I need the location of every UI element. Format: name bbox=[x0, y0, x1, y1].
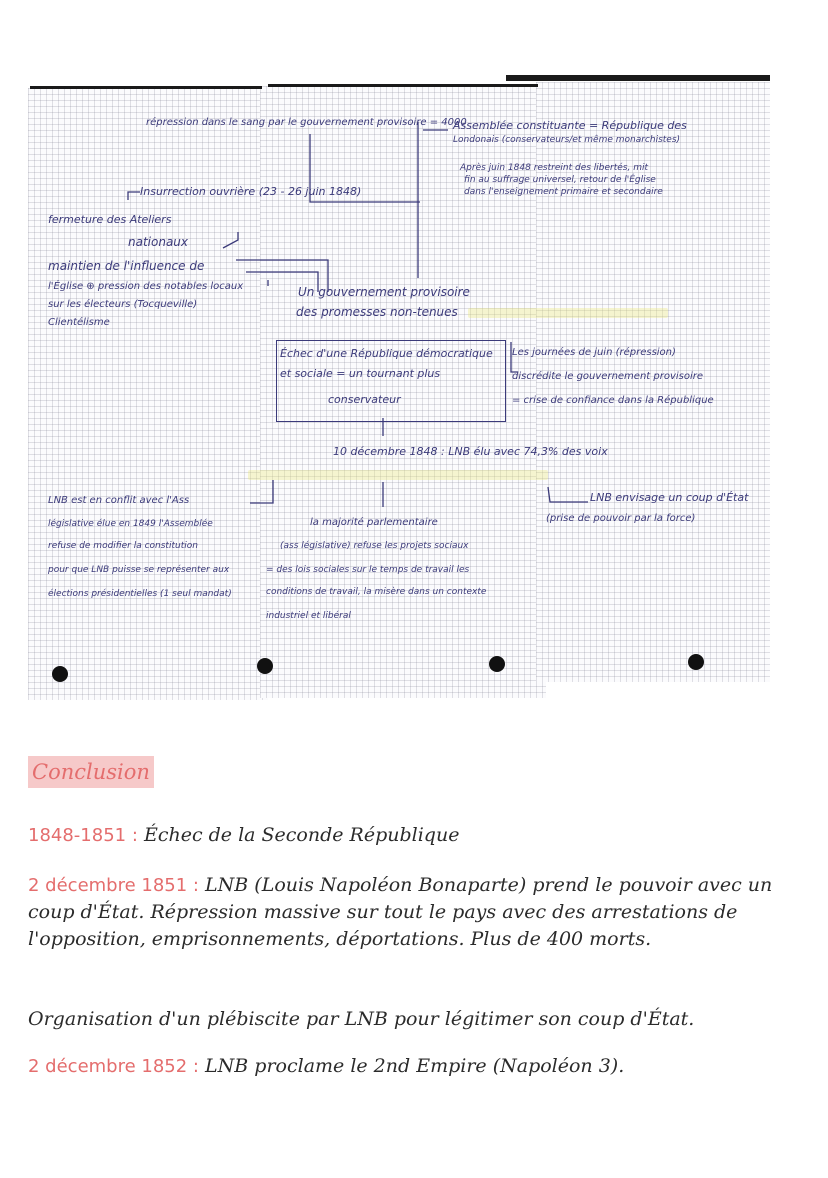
date-label: 1848-1851 : bbox=[28, 825, 138, 846]
note-apres-3: dans l'enseignement primaire et secondaire bbox=[464, 187, 663, 197]
binder-hole bbox=[257, 658, 273, 674]
note-maintien: maintien de l'influence de bbox=[48, 259, 205, 273]
note-conflit-3: refuse de modifier la constitution bbox=[48, 541, 198, 551]
conclusion-title: Conclusion bbox=[28, 756, 154, 788]
note-eglise-1: l'Église ⊕ pression des notables locaux bbox=[48, 281, 244, 292]
faded-highlight bbox=[468, 308, 668, 318]
note-eglise-2: sur les électeurs (Tocqueville) bbox=[48, 299, 198, 310]
paragraph-text: Échec de la Seconde République bbox=[143, 824, 460, 846]
conclusion-paragraph-4 bbox=[28, 1053, 798, 1080]
binder-hole bbox=[688, 654, 704, 670]
note-journees-2: discrédite le gouvernement provisoire bbox=[512, 371, 704, 382]
note-eglise-3: Clientélisme bbox=[48, 317, 110, 328]
note-echec-2: et sociale = un tournant plus bbox=[280, 367, 441, 380]
note-journees-3: = crise de confiance dans la République bbox=[512, 395, 714, 406]
note-apres-1: Après juin 1848 restreint des libertés, mit bbox=[460, 163, 649, 173]
note-conflit-2: législative élue en 1849 l'Assemblée bbox=[48, 519, 213, 529]
date-label: 2 décembre 1852 : bbox=[28, 1056, 199, 1077]
note-majorite-2: (ass législative) refuse les projets sociaux bbox=[280, 541, 469, 551]
note-majorite-3: = des lois sociales sur le temps de travail les bbox=[266, 565, 470, 575]
note-conflit-4: pour que LNB puisse se représenter aux bbox=[48, 565, 230, 575]
note-coup-1: LNB envisage un coup d'État bbox=[590, 491, 749, 504]
conclusion-paragraph-1 bbox=[28, 822, 798, 849]
note-majorite-4: conditions de travail, la misère dans un contexte bbox=[266, 587, 487, 597]
conclusion-paragraph-3 bbox=[28, 1006, 798, 1033]
note-conflit-5: élections présidentielles (1 seul mandat) bbox=[48, 589, 232, 599]
note-apres-2: fin au suffrage universel, retour de l'Église bbox=[464, 175, 656, 185]
date-label: 2 décembre 1851 : bbox=[28, 875, 199, 896]
sheet-edge bbox=[506, 75, 770, 81]
binder-hole bbox=[489, 656, 505, 672]
note-echec-3: conservateur bbox=[328, 393, 401, 406]
notebook-photo bbox=[28, 82, 770, 700]
note-gouv-1: Un gouvernement provisoire bbox=[298, 285, 470, 299]
conclusion-paragraph-2 bbox=[28, 872, 798, 953]
note-insurrection: Insurrection ouvrière (23 - 26 juin 1848) bbox=[140, 185, 362, 198]
note-conflit-1: LNB est en conflit avec l'Ass bbox=[48, 495, 190, 506]
note-decembre: 10 décembre 1848 : LNB élu avec 74,3% des voix bbox=[333, 445, 608, 458]
note-majorite-1: la majorité parlementaire bbox=[310, 517, 438, 528]
note-repression: répression dans le sang par le gouvernement provisoire = 4000 bbox=[146, 117, 467, 128]
binder-hole bbox=[52, 666, 68, 682]
note-coup-2: (prise de pouvoir par la force) bbox=[546, 513, 696, 524]
note-gouv-2: des promesses non-tenues bbox=[296, 305, 458, 319]
faded-highlight bbox=[248, 470, 548, 480]
note-majorite-5: industriel et libéral bbox=[266, 611, 351, 621]
note-assemblee-2: Londonais (conservateurs/et même monarchistes) bbox=[453, 135, 681, 145]
paragraph-text: LNB (Louis Napoléon Bonaparte) prend le pouvoir avec un coup d'État. Répression massive sur tout le pays avec des arrestations de l'opposition, emprisonnements, déportations. Plus de 400 morts. bbox=[28, 874, 773, 950]
paragraph-text: Organisation d'un plébiscite par LNB pour légitimer son coup d'État. bbox=[28, 1008, 695, 1030]
note-fermeture-2: nationaux bbox=[128, 235, 189, 249]
note-echec-1: Échec d'une République démocratique bbox=[280, 347, 493, 360]
note-fermeture-1: fermeture des Ateliers bbox=[48, 213, 172, 226]
note-assemblee-1: Assemblée constituante = République des bbox=[453, 119, 687, 132]
paragraph-text: LNB proclame le 2nd Empire (Napoléon 3). bbox=[205, 1055, 625, 1077]
note-journees-1: Les journées de juin (répression) bbox=[512, 347, 676, 358]
